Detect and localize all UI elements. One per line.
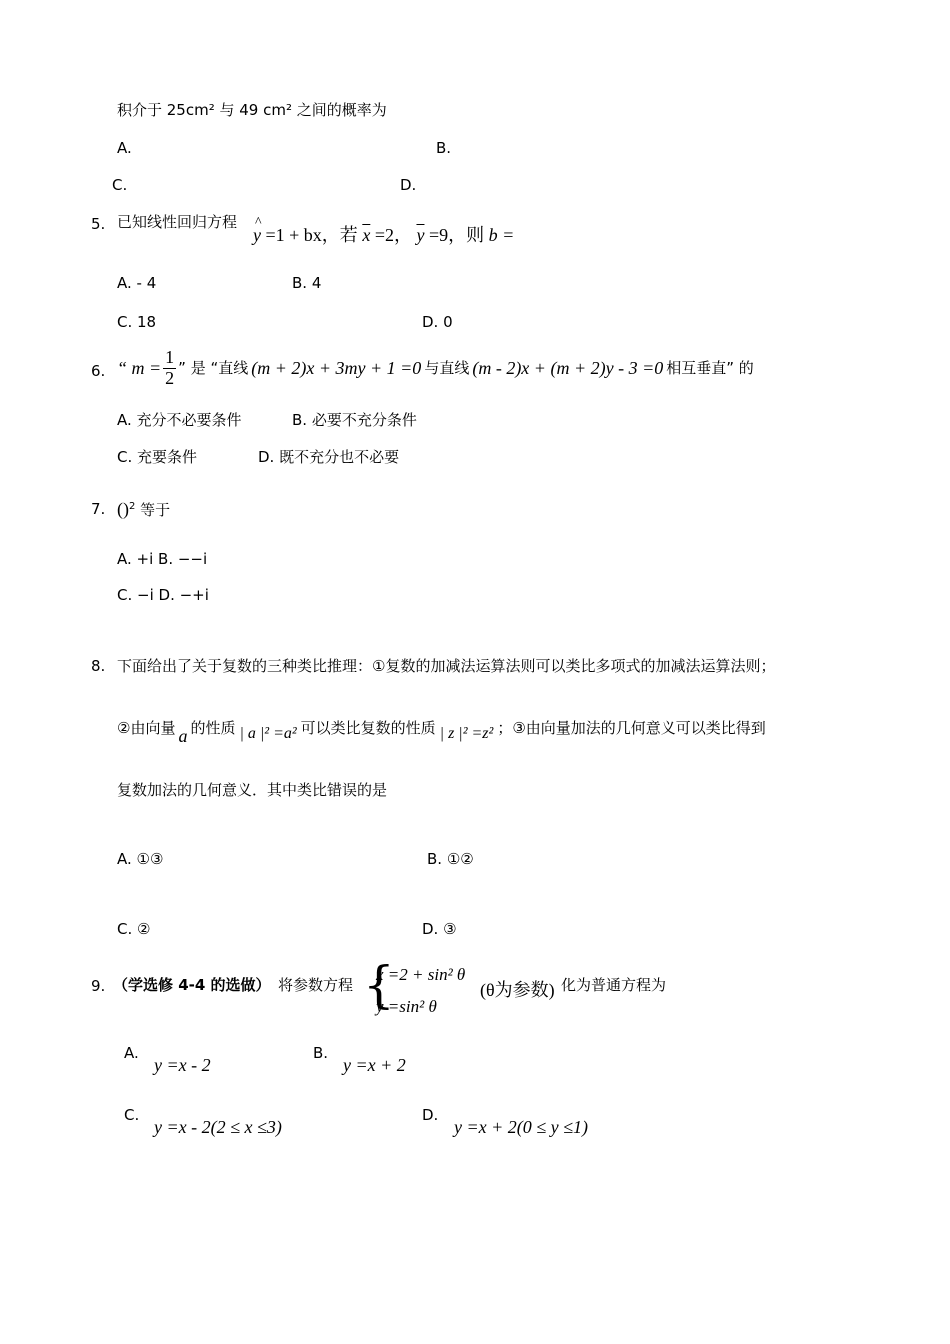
q5-option-a: A. - 4 <box>117 274 157 292</box>
q9-eq1: x =2 + sin² θ <box>376 965 466 984</box>
q5-target: b = <box>488 225 515 245</box>
q4-option-a: A. <box>117 139 132 157</box>
q7-options-cd: C. −i D. −+i <box>117 586 209 604</box>
q9-option-d-label: D. <box>422 1106 439 1124</box>
q8-number: 8. <box>91 657 106 675</box>
q9-option-a-label: A. <box>124 1044 139 1062</box>
q9-option-c-expr: y =x - 2(2 ≤ x ≤3) <box>154 1117 282 1137</box>
q8-l2-d: ；③由向量加法的几何意义可以类比得到 <box>497 718 766 737</box>
q9-option-c-label: C. <box>124 1106 140 1124</box>
q6-option-d: D. 既不充分也不必要 <box>258 448 400 466</box>
q8-line1: 下面给出了关于复数的三种类比推理：①复数的加减法运算法则可以类比多项式的加减法运算法则； <box>117 657 776 675</box>
q5-formula <box>253 226 514 244</box>
q7-tail: 等于 <box>140 501 171 519</box>
q5-x-bar: $\overline{x}$ <box>362 225 371 245</box>
q9-lead: 将参数方程 <box>278 976 354 994</box>
q6-frac-den: 2 <box>165 367 175 388</box>
q5-number: 5. <box>91 215 106 233</box>
q5-option-d: D. 0 <box>422 313 453 331</box>
q8-l2-c: 可以类比复数的性质 <box>300 718 436 737</box>
q8-option-a: A. ①③ <box>117 850 164 868</box>
q6-stem <box>117 348 754 389</box>
q5-stem-lead: 已知线性回归方程 <box>117 213 238 231</box>
q5-y-hat: ^ y <box>253 226 261 244</box>
q4-stem-tail: 积介于 25cm² 与 49 cm² 之间的概率为 <box>117 101 387 119</box>
q5-option-c: C. 18 <box>117 313 157 331</box>
q7-stem <box>117 500 170 518</box>
q8-l2-b: 的性质 <box>190 718 236 737</box>
q6-option-c: C. 充要条件 <box>117 448 198 466</box>
q8-line2 <box>117 718 766 746</box>
q6-open: “ m = <box>117 358 162 379</box>
q5-cond-y: =9，则 <box>428 225 485 245</box>
q6-option-b: B. 必要不充分条件 <box>292 411 417 429</box>
q5-y-bar: $\overline{y}$ <box>416 225 425 245</box>
q7-number: 7. <box>91 500 106 518</box>
q6-number: 6. <box>91 362 106 380</box>
q8-formula-vector: | a |² =a² <box>239 725 297 742</box>
q7-expr: () <box>117 499 129 519</box>
q9-param: (θ为参数) <box>480 980 555 1000</box>
q8-vector-a: a <box>178 726 188 746</box>
q8-option-b: B. ①② <box>427 850 474 868</box>
q9-option-d-expr: y =x + 2(0 ≤ y ≤1) <box>454 1117 589 1137</box>
q5-option-b: B. 4 <box>292 274 322 292</box>
q8-option-c: C. ② <box>117 920 151 938</box>
q9-brace: { <box>363 956 395 1014</box>
q6-option-a: A. 充分不必要条件 <box>117 411 242 429</box>
q6-line1: (m + 2)x + 3my + 1 =0 <box>251 358 422 379</box>
q9-eq2: y =sin² θ <box>376 997 437 1016</box>
q5-regression: =1 + bx，若 <box>265 225 358 245</box>
q6-frac-num: 1 <box>165 347 175 367</box>
q6-fraction <box>163 348 176 389</box>
q6-join: 与直线 <box>424 358 470 377</box>
q4-option-d: D. <box>400 176 417 194</box>
q9-option-a-expr: y =x - 2 <box>154 1055 211 1075</box>
q8-formula-complex: | z |² =z² <box>439 725 494 742</box>
q9-number: 9. <box>91 977 106 995</box>
q4-option-b: B. <box>436 139 452 157</box>
q6-end: 相互垂直” 的 <box>666 358 754 377</box>
q5-cond-x: =2， <box>374 225 412 245</box>
q6-line2: (m - 2)x + (m + 2)y - 3 =0 <box>472 358 664 379</box>
q9-tag: （学选修 4-4 的选做） <box>113 976 271 994</box>
q5-stem <box>117 215 237 230</box>
q9-option-b-expr: y =x + 2 <box>343 1055 406 1075</box>
q9-tail: 化为普通方程为 <box>561 976 667 994</box>
q8-line3: 复数加法的几何意义．其中类比错误的是 <box>117 781 388 799</box>
q6-mid: ” 是 “直线 <box>178 358 249 377</box>
q8-l2-a: ②由向量 <box>117 718 176 737</box>
q4-option-c: C. <box>112 176 128 194</box>
q8-option-d: D. ③ <box>422 920 457 938</box>
q9-option-b-label: B. <box>313 1044 329 1062</box>
q7-exponent: 2 <box>129 501 136 512</box>
q7-options-ab: A. +i B. −−i <box>117 550 208 568</box>
